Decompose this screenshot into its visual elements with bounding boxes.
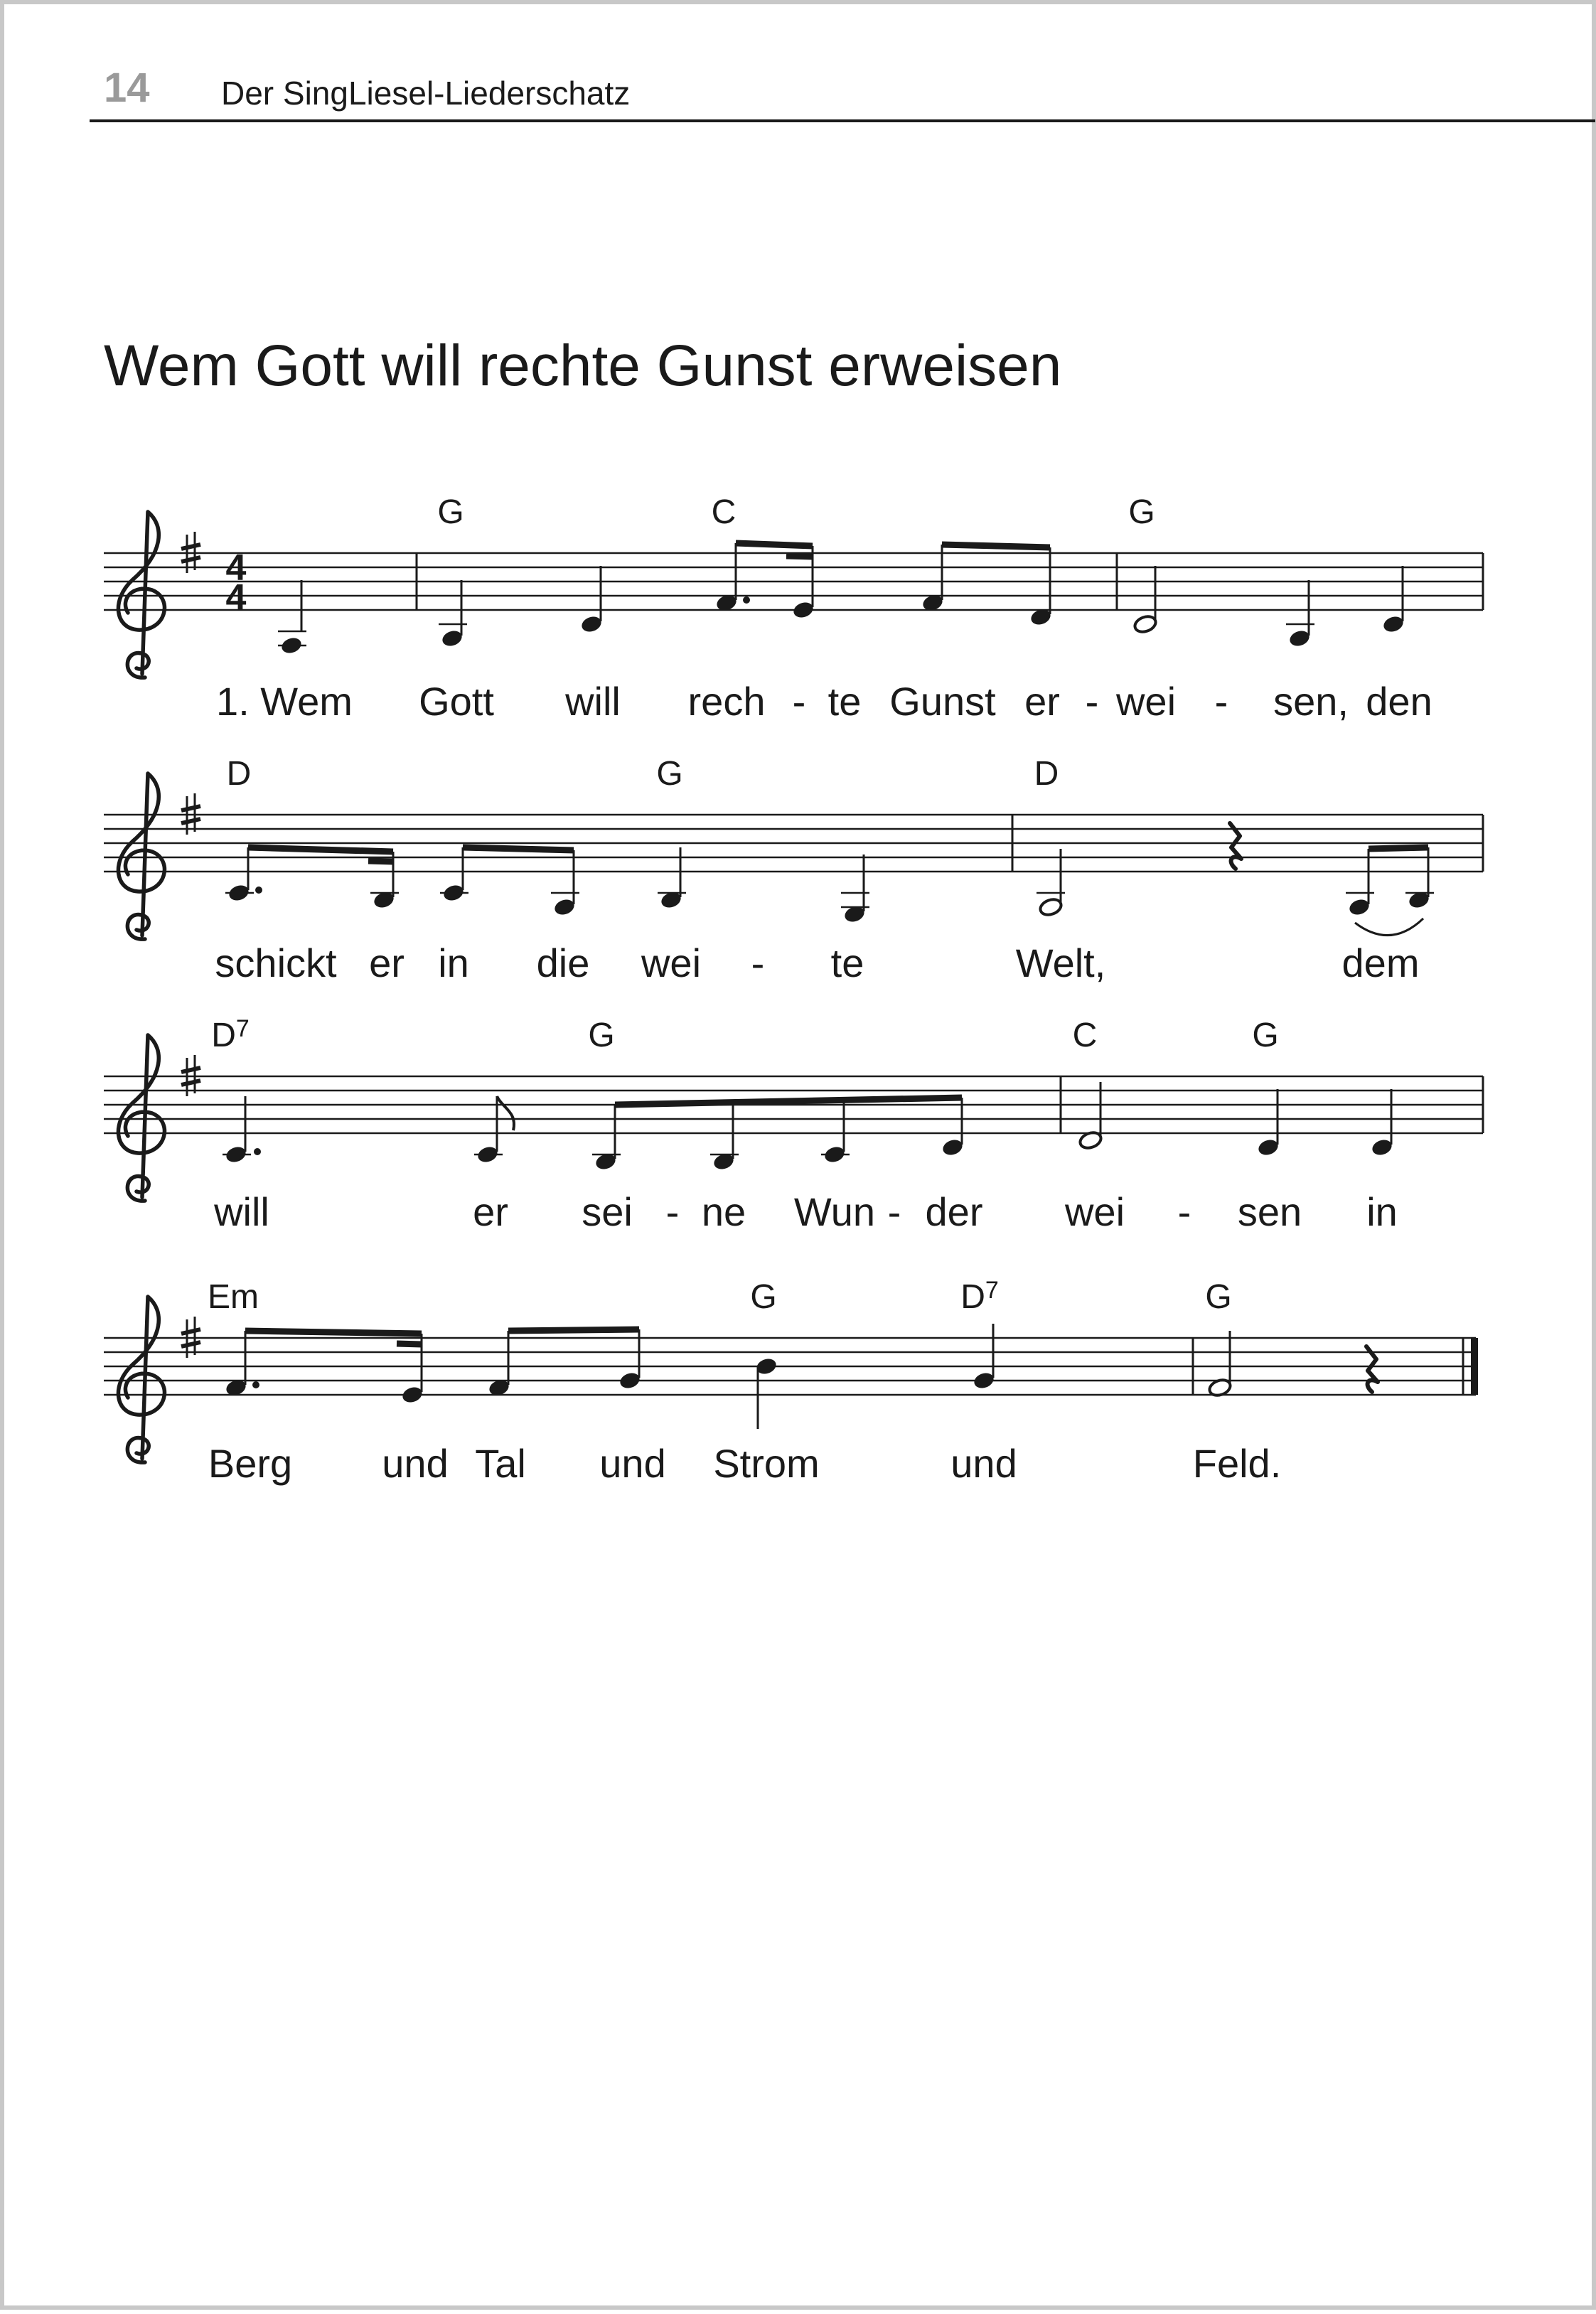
svg-text:4: 4	[225, 577, 247, 618]
lyric-syllable: 1. Wem	[216, 679, 353, 724]
lyric-syllable: wei	[641, 941, 702, 985]
staff-system-3	[104, 1015, 1483, 1234]
lyric-syllable: die	[536, 941, 590, 985]
chord-symbols-4	[208, 1277, 1232, 1316]
chord-symbol: G	[1252, 1017, 1279, 1054]
lyric-syllable: will	[214, 1189, 269, 1234]
chord-symbol: G	[1205, 1278, 1232, 1316]
page-number: 14	[104, 65, 150, 111]
chord-symbols-3	[211, 1015, 1278, 1054]
lyric-syllable: -	[751, 941, 765, 985]
lyric-syllable: er	[1024, 679, 1060, 724]
lyric-syllable: er	[473, 1189, 508, 1234]
lyric-syllable: sen,	[1273, 679, 1349, 724]
staff-system-4	[104, 1277, 1476, 1486]
lyrics-line-2	[215, 941, 1419, 985]
chord-symbol: $D^7$	[211, 1015, 250, 1054]
lyric-syllable: sei	[582, 1189, 633, 1234]
chord-symbols-2	[227, 755, 1059, 793]
chord-symbol: C	[1072, 1017, 1098, 1054]
lyric-syllable: Gunst	[889, 679, 996, 724]
lyric-syllable: sen	[1237, 1189, 1302, 1234]
lyric-syllable: Feld.	[1192, 1441, 1282, 1486]
lyric-syllable: Wun	[793, 1189, 876, 1234]
lyrics-line-1	[216, 679, 1432, 724]
lyric-syllable: te	[828, 679, 862, 724]
chord-symbol: G	[656, 755, 683, 793]
song-title: Wem Gott will rechte Gunst erweisen	[104, 333, 1062, 398]
svg-text:4: 4	[225, 547, 247, 589]
lyric-syllable: wei	[1115, 679, 1177, 724]
staff-system-1	[104, 493, 1483, 724]
time-signature	[226, 547, 247, 618]
chord-symbols-1	[437, 493, 1155, 531]
chord-symbol: Em	[208, 1278, 259, 1316]
lyric-syllable: und	[382, 1441, 449, 1486]
quarter-rest-icon	[1230, 823, 1241, 869]
chord-symbol: G	[588, 1017, 615, 1054]
book-title: Der SingLiesel-Liederschatz	[221, 75, 631, 112]
chord-symbol: C	[711, 493, 737, 531]
lyric-syllable: Tal	[475, 1441, 526, 1486]
lyrics-line-3	[213, 1189, 1398, 1234]
staff-system-2	[104, 755, 1483, 985]
lyric-syllable: -	[1085, 679, 1099, 724]
lyric-syllable: -	[792, 679, 806, 724]
treble-clef-icon	[118, 773, 164, 939]
lyric-syllable: dem	[1341, 941, 1420, 985]
treble-clef-icon	[118, 512, 164, 677]
lyric-syllable: schickt	[215, 941, 337, 985]
quarter-rest-icon	[1366, 1346, 1378, 1392]
lyric-syllable: -	[1214, 679, 1228, 724]
lyric-syllable: -	[1177, 1189, 1191, 1234]
lyric-syllable: ne	[701, 1189, 746, 1234]
chord-symbol: D	[1034, 755, 1059, 793]
chord-symbol: G	[750, 1278, 777, 1316]
lyric-syllable: Welt,	[1015, 941, 1106, 985]
lyric-syllable: Strom	[713, 1441, 820, 1486]
treble-clef-icon	[118, 1035, 164, 1201]
sheet-music	[4, 4, 1596, 2314]
lyric-syllable: te	[830, 941, 864, 985]
lyric-syllable: Berg	[208, 1441, 293, 1486]
lyric-syllable: Gott	[419, 679, 494, 724]
lyric-syllable: der	[925, 1189, 983, 1234]
chord-symbol: G	[437, 493, 464, 531]
chord-symbol: G	[1128, 493, 1155, 531]
lyric-syllable: in	[1366, 1189, 1398, 1234]
lyric-syllable: rech	[687, 679, 766, 724]
lyric-syllable: den	[1366, 679, 1432, 724]
chord-symbol: $D^7$	[960, 1277, 999, 1316]
lyric-syllable: in	[438, 941, 469, 985]
chord-symbol: D	[226, 755, 252, 793]
lyric-syllable: -	[665, 1189, 680, 1234]
lyric-syllable: und	[950, 1441, 1017, 1486]
lyric-syllable: -	[887, 1189, 901, 1234]
lyric-syllable: wei	[1064, 1189, 1125, 1234]
lyric-syllable: will	[565, 679, 621, 724]
lyrics-line-4	[208, 1441, 1281, 1486]
lyric-syllable: er	[369, 941, 405, 985]
lyric-syllable: und	[599, 1441, 666, 1486]
treble-clef-icon	[118, 1297, 164, 1462]
